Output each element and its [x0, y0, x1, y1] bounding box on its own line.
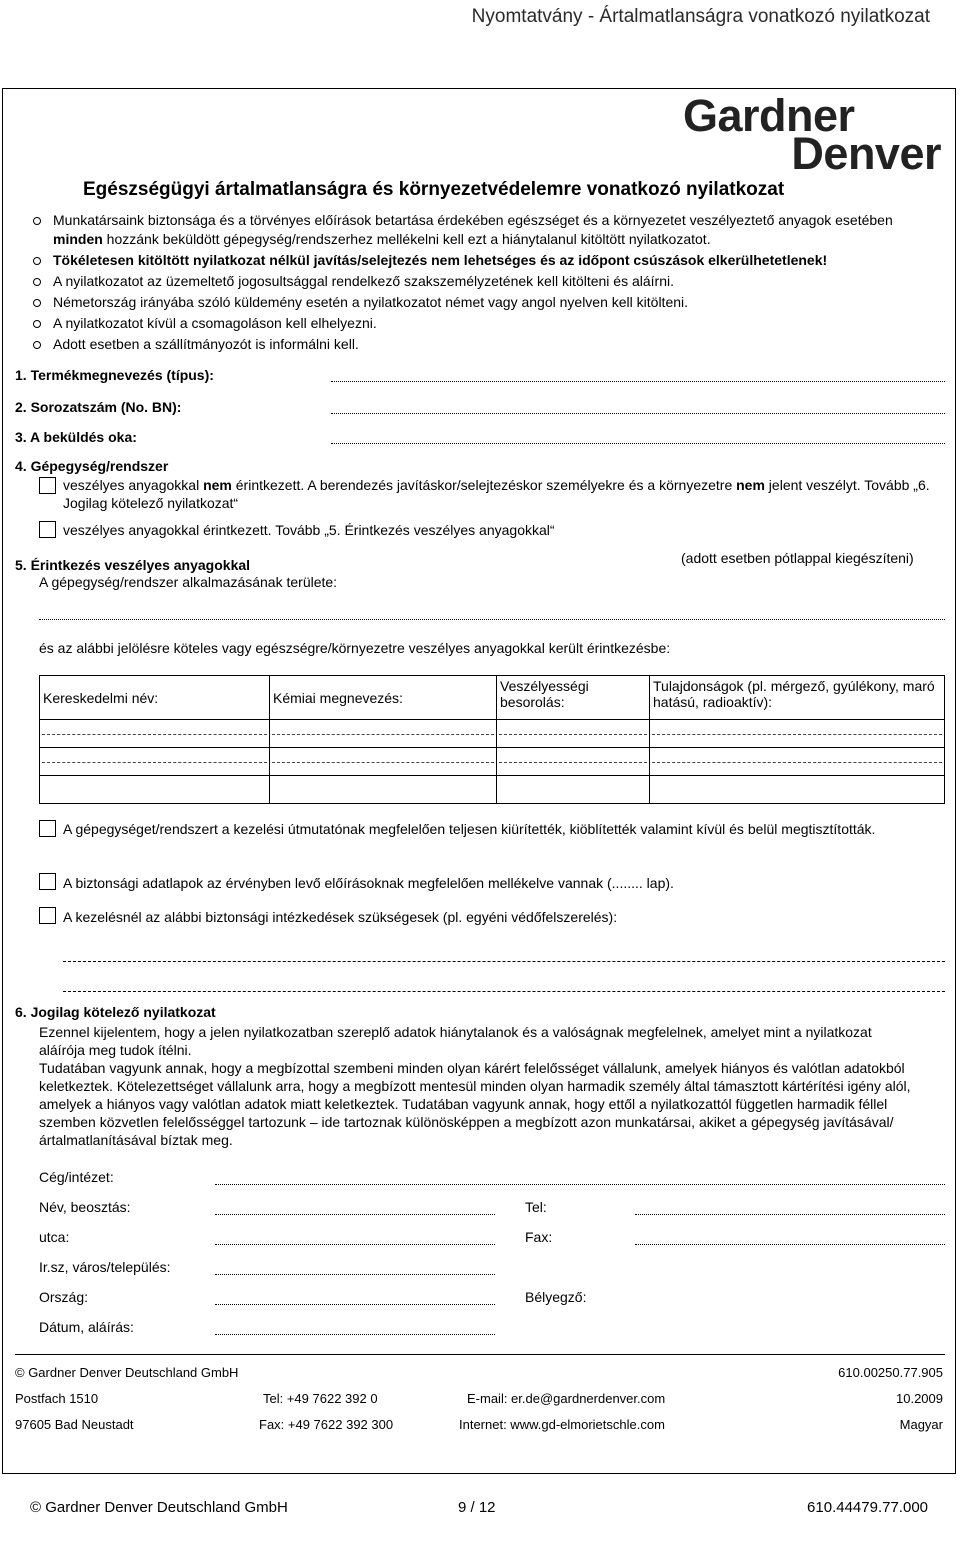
street-label: utca: [39, 1229, 70, 1245]
table-row [40, 776, 945, 804]
form-footer-divider [15, 1354, 945, 1355]
name-position-input-line[interactable] [215, 1214, 495, 1215]
tel-input-line[interactable] [635, 1214, 945, 1215]
stamp-label: Bélyegző: [525, 1289, 587, 1305]
form-title: Egészségügyi ártalmatlanságra és környezetvédelemre vonatkozó nyilatkozat [83, 179, 785, 200]
product-name-input-line[interactable] [331, 381, 945, 382]
serial-number-field [15, 399, 945, 415]
table-cell[interactable] [270, 748, 497, 776]
safety-measures-checkbox[interactable] [39, 907, 56, 924]
emptied-cleaned-checkbox[interactable] [39, 820, 56, 837]
form-footer-internet[interactable]: Internet: www.gd-elmorietschle.com [459, 1417, 665, 1432]
table-cell[interactable] [497, 720, 650, 748]
form-footer-postfach: Postfach 1510 [15, 1391, 99, 1406]
form-footer-email[interactable]: E-mail: er.de@gardnerdenver.com [467, 1391, 666, 1406]
fax-label: Fax: [525, 1229, 553, 1245]
logo-line1: Gardner [683, 90, 855, 141]
safety-datasheets-text: A biztonsági adatlapok az érvényben levő előírásoknak megfelelően mellékelve vannak (........ lap). [63, 875, 674, 891]
city-label: Ir.sz, város/település: [39, 1259, 171, 1275]
date-signature-label: Dátum, aláírás: [39, 1319, 134, 1335]
contact-checkbox[interactable] [39, 521, 56, 538]
instruction-item: Németország irányába szóló küldemény esetén a nyilatkozatot német vagy angol nyelven kell kitölteni. [29, 293, 944, 312]
table-cell[interactable] [40, 720, 270, 748]
form-footer-doc-no: 610.00250.77.905 [838, 1365, 943, 1380]
company-label: Cég/intézet: [39, 1169, 114, 1185]
table-cell[interactable] [270, 776, 497, 804]
col-hazard-class: Veszélyességi besorolás: [497, 676, 650, 720]
safety-measures-text: A kezelésnél az alábbi biztonsági intézkedések szükségesek (pl. egyéni védőfelszerelés): [63, 909, 618, 925]
form-footer-date: 10.2009 [896, 1391, 943, 1406]
emptied-cleaned-text: A gépegységet/rendszert a kezelési útmutatónak megfelelően teljesen kiürítették, kiöblítették valamint kívül és belül megtisztították. [63, 821, 876, 837]
page-footer-company: © Gardner Denver Deutschland GmbH [30, 1499, 288, 1516]
col-properties: Tulajdonságok (pl. mérgező, gyúlékony, maró hatású, radioaktív): [650, 676, 945, 720]
product-name-label: 1. Termékmegnevezés (típus): [15, 367, 214, 383]
date-signature-input-line[interactable] [215, 1334, 495, 1335]
col-trade-name: Kereskedelmi név: [40, 676, 270, 720]
instructions-list [29, 211, 944, 356]
tel-label: Tel: [525, 1199, 547, 1215]
doc-header-title: Nyomtatvány - Ártalmatlanságra vonatkozó nyilatkozat [471, 6, 930, 27]
declaration-paragraph-1: Ezennel kijelentem, hogy a jelen nyilatkozatban szereplő adatok hiánytalanok és a valóságnak megfelelnek, amelyet mint a nyilatkozat aláírója meg tudok ítélni. [39, 1024, 872, 1058]
section-4-title: 4. Gépegység/rendszer [15, 458, 169, 474]
street-input-line[interactable] [215, 1244, 495, 1245]
safety-measures-input-line-2[interactable] [63, 991, 945, 992]
return-reason-field [15, 429, 945, 445]
contact-text: veszélyes anyagokkal érintkezett. Tovább „5. Érintkezés veszélyes anyagokkal“ [63, 522, 555, 538]
table-header-row [40, 676, 945, 720]
no-contact-text: veszélyes anyagokkal nem érintkezett. A berendezés javításkor/selejtezéskor személyekre és a környezetre nem jelent veszélyt. Tovább „6. Jogilag kötelező nyilatkozat“ [63, 477, 930, 511]
instruction-item: A nyilatkozatot kívül a csomagoláson kell elhelyezni. [29, 314, 944, 333]
form-frame [2, 88, 956, 1474]
instruction-item: A nyilatkozatot az üzemeltető jogosultsággal rendelkező szakszemélyzetének kell kitölteni és aláírni. [29, 272, 944, 291]
table-cell[interactable] [650, 720, 945, 748]
safety-datasheets-checkbox[interactable] [39, 873, 56, 890]
instruction-item: Adott esetben a szállítmányozót is informálni kell. [29, 335, 944, 354]
gardner-denver-logo [681, 90, 941, 179]
product-name-field [15, 367, 945, 383]
form-footer-tel: Tel: +49 7622 392 0 [263, 1391, 378, 1406]
instruction-item: Tökéletesen kitöltött nyilatkozat nélkül javítás/selejtezés nem lehetséges és az időpont csúszások elkerülhetetlenek! [29, 251, 944, 270]
company-input-line[interactable] [215, 1184, 945, 1185]
table-cell[interactable] [40, 776, 270, 804]
table-cell[interactable] [497, 776, 650, 804]
table-cell[interactable] [40, 748, 270, 776]
safety-measures-input-line-1[interactable] [63, 961, 945, 962]
form-footer-company: © Gardner Denver Deutschland GmbH [15, 1365, 239, 1380]
serial-number-label: 2. Sorozatszám (No. BN): [15, 399, 182, 415]
no-contact-checkbox[interactable] [39, 477, 56, 494]
declaration-paragraph-2: Tudatában vagyunk annak, hogy a megbízottal szembeni minden olyan kárért felelősséget vállalunk, amelyek hiányos és valótlan adatokból keletkeztek. Kötelezettséget vállalunk arra, hogy a megbízott mentesül minden olyan harmadik személy által támasztott kártérítési igény alól, amelyek a hiányos vagy valótlan adatok miatt keletkeztek. Tudatában vagyunk annak, hogy ettől a nyilatkozattól független harmadik féllel szemben közvetlen felelősséggel tartozunk – ide tartoznak különösképpen a megbízott azon munkatársai, akiket a gépegység javításával/ártalmatlanításával bíztak meg. [39, 1060, 911, 1148]
logo-line2: Denver [791, 128, 941, 179]
section-5-title: 5. Érintkezés veszélyes anyagokkal [15, 557, 251, 573]
table-row [40, 748, 945, 776]
table-cell[interactable] [497, 748, 650, 776]
country-input-line[interactable] [215, 1304, 495, 1305]
fax-input-line[interactable] [635, 1244, 945, 1245]
serial-number-input-line[interactable] [331, 413, 945, 414]
page-number: 9 / 12 [458, 1499, 496, 1516]
instruction-item: Munkatársaink biztonsága és a törvényes előírások betartása érdekében egészséget és a környezetet veszélyeztető anyagok esetében minden hozzánk beküldött gépegység/rendszerhez mellékelni kell ezt a hiánytalanul kitöltött nyilatkozatot. [29, 211, 944, 249]
return-reason-label: 3. A beküldés oka: [15, 429, 137, 445]
form-footer-fax: Fax: +49 7622 392 300 [259, 1417, 394, 1432]
table-row [40, 720, 945, 748]
hazardous-materials-table [39, 675, 945, 804]
table-cell[interactable] [650, 776, 945, 804]
form-footer-language: Magyar [899, 1417, 943, 1432]
name-position-label: Név, beosztás: [39, 1199, 131, 1215]
section-5-note: (adott esetben pótlappal kiegészíteni) [681, 550, 914, 566]
table-cell[interactable] [270, 720, 497, 748]
form-footer-city: 97605 Bad Neustadt [15, 1417, 134, 1432]
hazard-contact-text: és az alábbi jelölésre köteles vagy egészségre/környezetre veszélyes anyagokkal került érintkezésbe: [39, 640, 671, 656]
application-area-label: A gépegység/rendszer alkalmazásának területe: [39, 574, 338, 590]
section-6-title: 6. Jogilag kötelező nyilatkozat [15, 1004, 216, 1020]
table-cell[interactable] [650, 748, 945, 776]
col-chemical-name: Kémiai megnevezés: [270, 676, 497, 720]
city-input-line[interactable] [215, 1274, 495, 1275]
return-reason-input-line[interactable] [331, 443, 945, 444]
page-footer-doc-no: 610.44479.77.000 [807, 1499, 928, 1516]
application-area-input-line[interactable] [39, 619, 945, 620]
country-label: Ország: [39, 1289, 89, 1305]
